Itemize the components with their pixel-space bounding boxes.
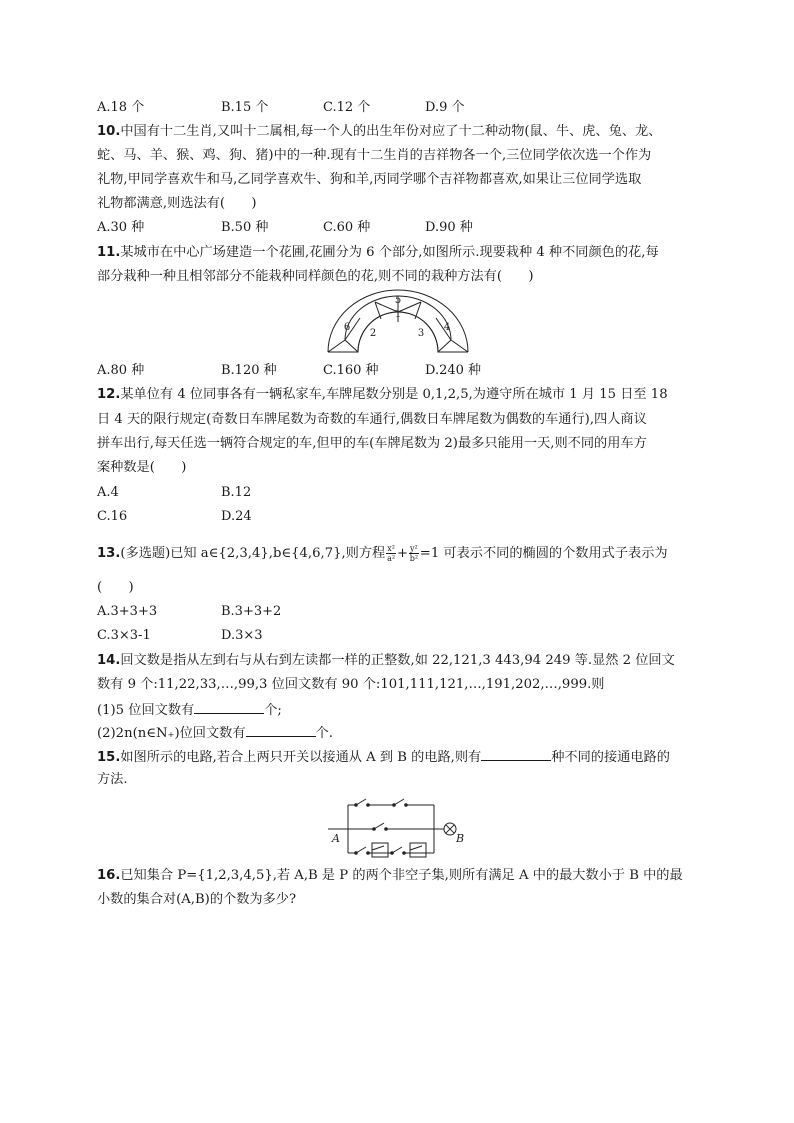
q11-option-a: A.80 种 [97, 363, 145, 378]
circuit-label-b: B [456, 832, 465, 845]
q13-option-c: C.3×3-1 [97, 628, 151, 643]
q14-number: 14. [97, 653, 121, 668]
q13-number: 13. [97, 546, 121, 561]
region-label-4: 4 [443, 322, 451, 333]
q15-number: 15. [97, 750, 121, 765]
q13-answer-paren: ( ) [97, 580, 134, 595]
region-label-6: 6 [343, 322, 351, 333]
q10-number: 10. [97, 124, 121, 139]
region-label-1: 1 [394, 309, 402, 320]
q10-line-2: 蛇、马、羊、猴、鸡、狗、猪)中的一种.现有十二生肖的吉祥物各一个,三位同学依次选一个作为 [97, 148, 652, 163]
circuit-diagram [326, 796, 476, 862]
q14-sub-1: (1)5 位回文数有 个; [97, 699, 282, 721]
q11-option-d: D.240 种 [425, 363, 482, 378]
q11-option-b: B.120 种 [221, 363, 277, 378]
answer-blank[interactable] [481, 746, 551, 761]
q11-line-1: 11.某城市在中心广场建造一个花圃,花圃分为 6 个部分,如图所示.现要栽种 4 种不同颜色的花,每 [97, 245, 659, 260]
q12-option-d: D.24 [221, 509, 252, 524]
q12-line-3: 拼车出行,每天任选一辆符合规定的车,但甲的车(车牌尾数为 2)最多只能用一天,则不同的用车方 [97, 436, 647, 451]
flower-bed-diagram [325, 286, 471, 356]
q14-line-1: 14.回文数是指从左到右与从右到左读都一样的正整数,如 22,121,3 443,94 249 等.显然 2 位回文 [97, 653, 675, 668]
q16-number: 16. [97, 868, 121, 883]
q11-line-2: 部分栽种一种且相邻部分不能栽种同样颜色的花,则不同的栽种方法有( ) [97, 269, 534, 284]
q13-option-d: D.3×3 [221, 628, 263, 643]
fraction-y2-over-b2: $\frac{\text{y²}}{\text{b²}}$ [409, 544, 419, 563]
q12-number: 12. [97, 387, 121, 402]
answer-blank[interactable] [194, 699, 264, 714]
q9-option-b: B.15 个 [221, 100, 269, 115]
q16-line-1: 16.已知集合 P={1,2,3,4,5},若 A,B 是 P 的两个非空子集,则所有满足 A 中的最大数小于 B 中的最 [97, 868, 683, 883]
q15-line-1: 15.如图所示的电路,若合上两只开关以接通从 A 到 B 的电路,则有 种不同的接通电路的 [97, 746, 670, 768]
q10-option-d: D.90 种 [425, 220, 473, 235]
q13-line-1: 13.(多选题)已知 a∈{2,3,4},b∈{4,6,7},则方程 $\frac{\text{x²}}{\text{a²}}$ + $\frac{\text{y²}}{\text{b²}}$ =1 可表示不同的椭圆的个数用式子表示为 [97, 544, 668, 563]
q12-option-a: A.4 [97, 485, 119, 500]
region-label-5: 5 [394, 295, 402, 306]
q9-option-c: C.12 个 [323, 100, 371, 115]
q12-line-2: 日 4 天的限行规定(奇数日车牌尾数为奇数的车通行,偶数日车牌尾数为偶数的车通行),四人商议 [97, 412, 647, 427]
q13-option-a: A.3+3+3 [97, 604, 158, 619]
q11-number: 11. [97, 245, 121, 260]
region-label-3: 3 [417, 328, 425, 339]
circuit-label-a: A [332, 832, 340, 845]
q9-option-d: D.9 个 [425, 100, 465, 115]
q10-option-c: C.60 种 [323, 220, 371, 235]
q12-option-b: B.12 [221, 485, 252, 500]
fraction-x2-over-a2: $\frac{\text{x²}}{\text{a²}}$ [387, 544, 396, 563]
q10-line-3: 礼物,甲同学喜欢牛和马,乙同学喜欢牛、狗和羊,丙同学哪个吉祥物都喜欢,如果让三位同学选取 [97, 172, 642, 187]
q12-line-4: 案种数是( ) [97, 460, 187, 475]
q14-sub-2: (2)2n(n∈N₊)位回文数有 个. [97, 722, 333, 744]
q9-option-a: A.18 个 [97, 100, 145, 115]
q10-line-1: 10.中国有十二生肖,又叫十二属相,每一个人的出生年份对应了十二种动物(鼠、牛、虎、兔、龙、 [97, 124, 662, 139]
q10-option-a: A.30 种 [97, 220, 145, 235]
q16-line-2: 小数的集合对(A,B)的个数为多少? [97, 892, 297, 907]
q12-option-c: C.16 [97, 509, 128, 524]
q14-line-2: 数有 9 个:11,22,33,…,99,3 位回文数有 90 个:101,111,121,…,191,202,…,999.则 [97, 677, 605, 692]
q15-line-2: 方法. [97, 772, 128, 787]
q10-option-b: B.50 种 [221, 220, 269, 235]
q12-line-1: 12.某单位有 4 位同事各有一辆私家车,车牌尾数分别是 0,1,2,5,为遵守所在城市 1 月 15 日至 18 [97, 387, 668, 402]
q10-line-4: 礼物都满意,则选法有( ) [97, 196, 257, 211]
answer-blank[interactable] [246, 722, 316, 737]
region-label-2: 2 [369, 328, 377, 339]
q11-option-c: C.160 种 [323, 363, 379, 378]
q13-option-b: B.3+3+2 [221, 604, 282, 619]
